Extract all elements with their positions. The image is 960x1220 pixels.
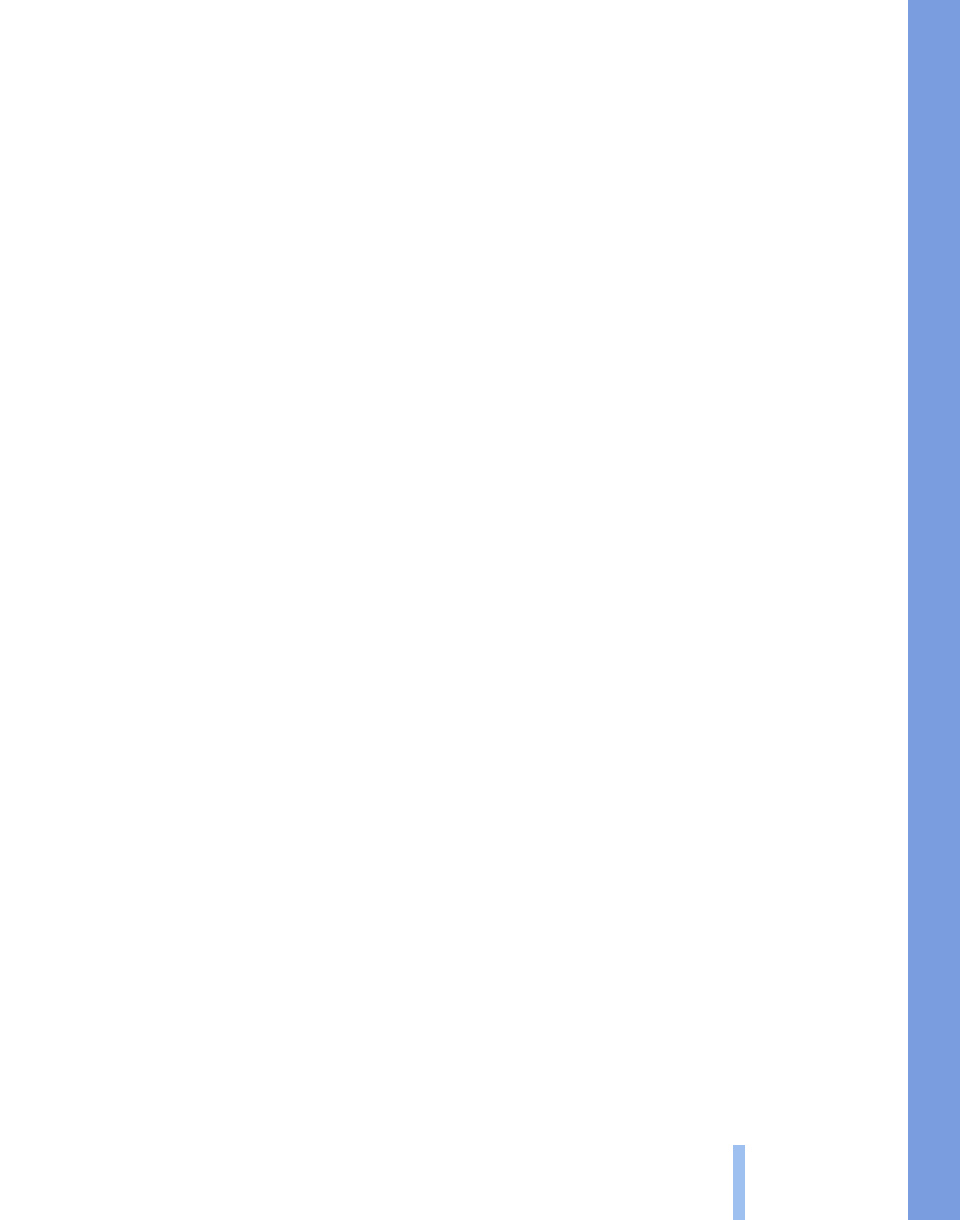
page-number-bar — [733, 1145, 745, 1220]
chapter-sidebar — [908, 0, 960, 1220]
